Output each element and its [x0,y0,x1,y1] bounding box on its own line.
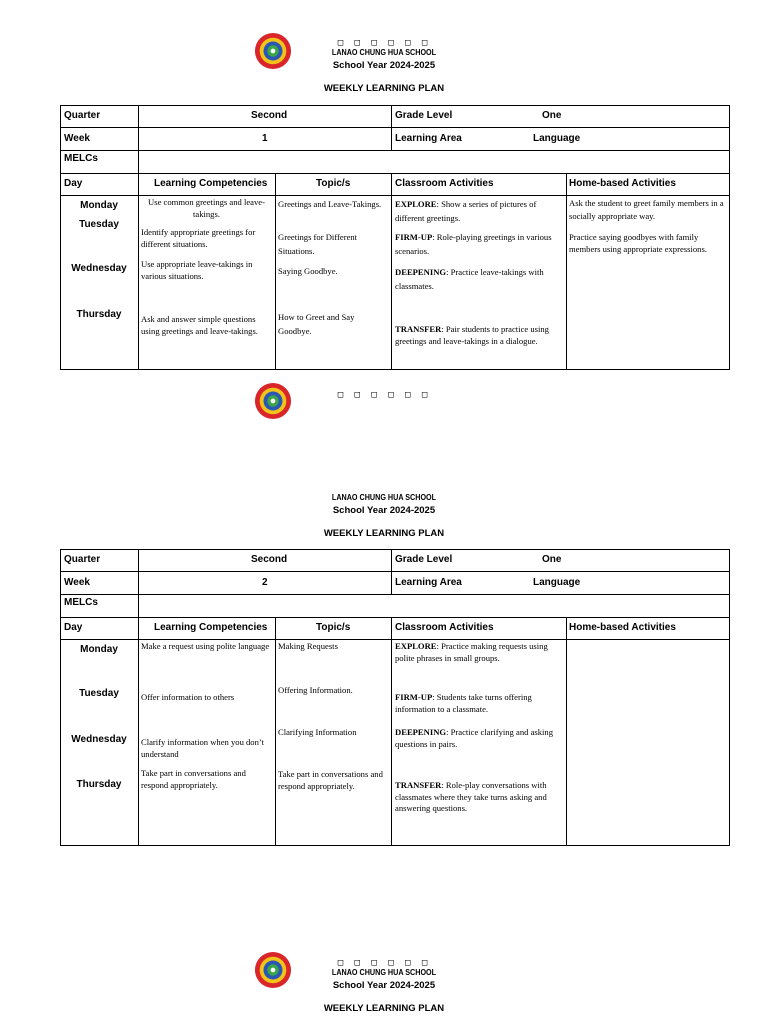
activity-deepening: DEEPENING: Practice clarifying and asking questions in pairs. [395,727,553,749]
quarter-value: Second [251,110,288,121]
chinese-school-name: □ □ □ □ □ □ [337,390,431,400]
plan-title: WEEKLY LEARNING PLAN [323,83,445,94]
topic-2: Offering Information. [278,685,353,695]
day-thursday: Thursday [76,309,122,320]
learning-area-value: Language [533,577,581,588]
school-name: LANAO CHUNG HUA SCHOOL [331,493,437,502]
topic-3: Saying Goodbye. [278,266,338,276]
week-value: 2 [262,577,268,588]
learning-area-value: Language [533,133,581,144]
melcs-label: MELCs [64,597,98,608]
quarter-label: Quarter [64,554,101,565]
day-wednesday: Wednesday [71,734,127,745]
activity-explore: EXPLORE: Practice making requests using polite phrases in small groups. [395,641,548,663]
learning-area-label: Learning Area [395,577,462,588]
quarter-value: Second [251,554,288,565]
activity-firm-up: FIRM-UP: Role-playing greetings in various scenarios. [395,232,552,256]
school-name: LANAO CHUNG HUA SCHOOL [331,48,437,57]
activity-transfer: TRANSFER: Pair students to practice using greetings and leave-takings in a dialogue. [395,324,549,346]
topic-3: Clarifying Information [278,727,357,737]
chinese-school-name: □ □ □ □ □ □ [337,38,431,48]
week-value: 1 [262,133,268,144]
topics-header: Topic/s [316,622,351,633]
quarter-row [60,105,730,128]
competency-2: Offer information to others [141,692,235,702]
chinese-school-name: □ □ □ □ □ □ [337,958,431,968]
day-tuesday: Tuesday [79,219,119,230]
melcs-label: MELCs [64,153,98,164]
day-monday: Monday [80,644,118,655]
competency-3: Clarify information when you don’t understand [141,737,264,759]
school-year: School Year 2024-2025 [332,505,436,516]
week-label: Week [64,577,90,588]
quarter-label: Quarter [64,110,101,121]
school-year: School Year 2024-2025 [332,60,436,71]
home-activity-1: Ask the student to greet family members in a socially appropriate way. [569,198,724,221]
grade-level-value: One [542,110,562,121]
classroom-header: Classroom Activities [395,622,494,633]
activity-explore: EXPLORE: Show a series of pictures of different greetings. [395,199,537,223]
day-thursday: Thursday [76,779,122,790]
school-year: School Year 2024-2025 [332,980,436,991]
day-header: Day [64,622,83,633]
topic-2: Greetings for Different Situations. [278,232,358,256]
topic-1: Greetings and Leave-Takings. [278,199,382,209]
home-header: Home-based Activities [569,622,676,633]
competency-3: Use appropriate leave-takings in various situations. [141,259,253,281]
activities-body-row [60,195,730,370]
day-header: Day [64,178,83,189]
activity-firm-up: FIRM-UP: Students take turns offering information to a classmate. [395,692,532,714]
week-label: Week [64,133,90,144]
melcs-row [60,594,730,618]
competency-1: Make a request using polite language [141,641,270,651]
grade-level-label: Grade Level [395,110,453,121]
school-logo [254,382,292,420]
home-header: Home-based Activities [569,178,676,189]
school-name: LANAO CHUNG HUA SCHOOL [331,968,437,977]
competency-1: Use common greetings and leave-takings. [148,197,265,219]
topic-1: Making Requests [278,641,338,651]
competency-4: Take part in conversations and respond appropriately. [141,768,246,790]
competencies-header: Learning Competencies [154,622,268,633]
column-header-row [60,173,730,196]
home-activity-2: Practice saying goodbyes with family members using appropriate expressions. [569,232,707,254]
day-tuesday: Tuesday [79,688,119,699]
competency-4: Ask and answer simple questions using greetings and leave-takings. [141,314,258,336]
topics-header: Topic/s [316,178,351,189]
week-row [60,127,730,151]
classroom-header: Classroom Activities [395,178,494,189]
day-wednesday: Wednesday [71,263,127,274]
competencies-header: Learning Competencies [154,178,268,189]
activity-deepening: DEEPENING: Practice leave-takings with classmates. [395,267,544,291]
competency-2: Identify appropriate greetings for different situations. [141,227,256,249]
grade-level-label: Grade Level [395,554,453,565]
melcs-row [60,150,730,174]
plan-title: WEEKLY LEARNING PLAN [323,1003,445,1014]
grade-level-value: One [542,554,562,565]
quarter-row [60,549,730,572]
learning-area-label: Learning Area [395,133,462,144]
activity-transfer: TRANSFER: Role-play conversations with classmates where they take turns asking and answering questions. [395,780,547,813]
week-row [60,571,730,595]
activities-body-row [60,639,730,846]
topic-4: Take part in conversations and respond appropriately. [278,769,383,791]
column-header-row [60,617,730,640]
plan-title: WEEKLY LEARNING PLAN [323,528,445,539]
topic-4: How to Greet and Say Goodbye. [278,312,355,336]
day-monday: Monday [80,200,118,211]
